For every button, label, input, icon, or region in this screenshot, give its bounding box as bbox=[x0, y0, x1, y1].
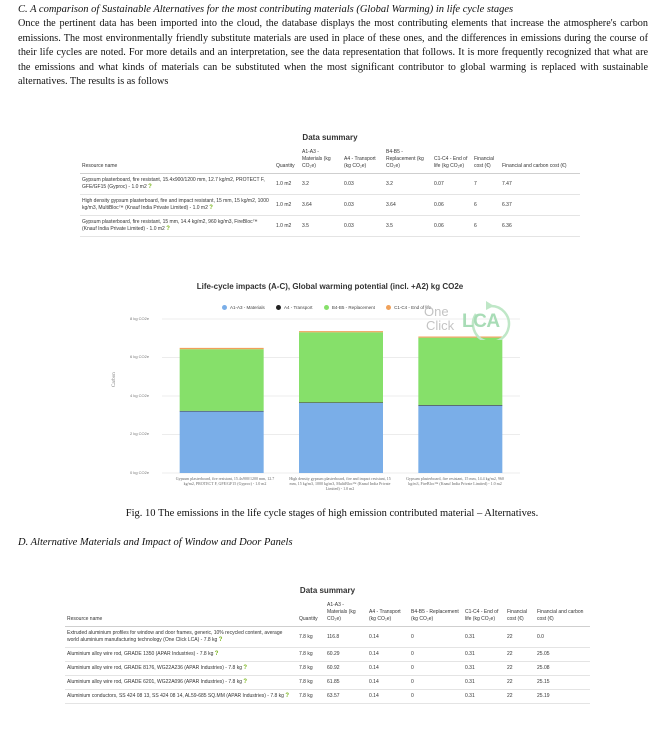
table-cell: 6.37 bbox=[500, 195, 580, 216]
help-icon[interactable]: ? bbox=[285, 693, 290, 699]
table-row bbox=[80, 195, 580, 216]
table-cell: 0.03 bbox=[342, 174, 384, 195]
bar-segment[interactable] bbox=[299, 332, 383, 402]
table-2-header: Resource name bbox=[65, 601, 297, 627]
table-cell: 22 bbox=[505, 627, 535, 648]
section-c-heading: C. A comparison of Sustainable Alternatives for the most contributing materials (Global Warming) in life cycle stages bbox=[18, 4, 514, 15]
resource-name: Aluminium alloy wire rod, GRADE 6201, WG22A096 (APAR Industries) - 7.8 kg bbox=[67, 679, 242, 685]
bar-segment[interactable] bbox=[299, 402, 383, 403]
resource-name-cell bbox=[65, 676, 297, 690]
x-tick-label: Gypsum plasterboard, fire resistant, 15 mm, 14.4 kg/m2, 960 kg/m3, FireBloc™ (Knauf India Private Limited) - 1.0 m2 bbox=[406, 476, 504, 486]
bar-segment[interactable] bbox=[418, 338, 502, 405]
data-summary-table-2 bbox=[65, 586, 590, 704]
table-cell: 6 bbox=[472, 216, 500, 237]
table-cell: 0.31 bbox=[463, 676, 505, 690]
y-tick-label: 6 kg CO2e bbox=[130, 354, 150, 359]
bar-segment[interactable] bbox=[180, 411, 264, 473]
table-cell: 3.2 bbox=[300, 174, 342, 195]
help-icon[interactable]: ? bbox=[166, 226, 170, 232]
legend-label: A1-A3 - Materials bbox=[230, 305, 265, 310]
table-cell: 3.2 bbox=[384, 174, 432, 195]
table-cell: 3.64 bbox=[300, 195, 342, 216]
table-cell: 22 bbox=[505, 662, 535, 676]
table-cell: 22 bbox=[505, 676, 535, 690]
table-cell: 60.29 bbox=[325, 648, 367, 662]
table-cell: 7 bbox=[472, 174, 500, 195]
table-2-header: Financial cost (€) bbox=[505, 601, 535, 627]
table-cell: 63.57 bbox=[325, 690, 367, 704]
x-tick-label: Gypsum plasterboard, fire resistant, 15.4x900/1200 mm, 12.7 kg/m2, PROTECT F, GFE/GF15 (Gyproc) - 1.0 m2 bbox=[175, 476, 275, 486]
help-icon[interactable]: ? bbox=[243, 679, 248, 685]
table-1-title: Data summary bbox=[302, 133, 358, 142]
resource-name-cell bbox=[80, 216, 274, 237]
table-cell: 3.5 bbox=[300, 216, 342, 237]
table-cell: 7.8 kg bbox=[297, 627, 325, 648]
resource-name-cell bbox=[65, 627, 297, 648]
table-cell: 1.0 m2 bbox=[274, 216, 300, 237]
table-2-header: Quantity bbox=[297, 601, 325, 627]
bar-segment[interactable] bbox=[418, 405, 502, 406]
table-cell: 0.07 bbox=[432, 174, 472, 195]
table-cell: 0.31 bbox=[463, 662, 505, 676]
table-2-header: Financial and carbon cost (€) bbox=[535, 601, 590, 627]
table-1-header: Quantity bbox=[274, 148, 300, 174]
table-1-header: Financial and carbon cost (€) bbox=[500, 148, 580, 174]
table-cell: 25.15 bbox=[535, 676, 590, 690]
bar-segment[interactable] bbox=[299, 331, 383, 332]
table-cell: 0.31 bbox=[463, 648, 505, 662]
table-cell: 6.36 bbox=[500, 216, 580, 237]
figure-caption: Fig. 10 The emissions in the life cycle stages of high emission contributed material – Alternatives. bbox=[125, 508, 539, 519]
table-cell: 60.92 bbox=[325, 662, 367, 676]
table-cell: 0.03 bbox=[342, 216, 384, 237]
table-cell: 0 bbox=[409, 627, 463, 648]
table-cell: 0 bbox=[409, 676, 463, 690]
table-row bbox=[80, 216, 580, 237]
table-cell: 0.31 bbox=[463, 690, 505, 704]
resource-name-cell bbox=[65, 690, 297, 704]
table-row bbox=[65, 690, 590, 704]
table-cell: 22 bbox=[505, 648, 535, 662]
legend-label: B4-B5 - Replacement bbox=[331, 305, 375, 310]
table-1-header: A1-A3 - Materials (kg CO₂e) bbox=[300, 148, 342, 174]
logo-text-one: One bbox=[424, 304, 449, 319]
bar-segment[interactable] bbox=[299, 403, 383, 473]
bar-segment[interactable] bbox=[180, 348, 264, 349]
resource-name: High density gypsum plasterboard, fire and impact resistant, 15 mm, 15 kg/m2, 1000 kg/m3, MultiBloc™ (Knauf India Private Limited) - 1.0 m2 bbox=[82, 198, 269, 211]
resource-name: Gypsum plasterboard, fire resistant, 15.4x900/1200 mm, 12.7 kg/m2, PROTECT F, GFE/GF15 (Gyproc) - 1.0 m2 bbox=[82, 177, 265, 190]
resource-name: Gypsum plasterboard, fire resistant, 15 mm, 14.4 kg/m2, 960 kg/m3, FireBloc™ (Knauf India Private Limited) - 1.0 m2 bbox=[82, 219, 258, 232]
table-cell: 1.0 m2 bbox=[274, 174, 300, 195]
table-cell: 1.0 m2 bbox=[274, 195, 300, 216]
table-cell: 0 bbox=[409, 648, 463, 662]
table-cell: 22 bbox=[505, 690, 535, 704]
table-cell: 3.64 bbox=[384, 195, 432, 216]
resource-name-cell bbox=[65, 648, 297, 662]
help-icon[interactable]: ? bbox=[209, 205, 213, 211]
resource-name-cell bbox=[65, 662, 297, 676]
table-cell: 0 bbox=[409, 690, 463, 704]
table-cell: 0 bbox=[409, 662, 463, 676]
table-cell: 25.19 bbox=[535, 690, 590, 704]
table-cell: 25.08 bbox=[535, 662, 590, 676]
table-cell: 61.85 bbox=[325, 676, 367, 690]
section-d-heading: D. Alternative Materials and Impact of Window and Door Panels bbox=[18, 537, 293, 548]
one-click-lca-logo bbox=[424, 300, 516, 340]
table-2-header: A1-A3 - Materials (kg CO₂e) bbox=[325, 601, 367, 627]
table-cell: 0.14 bbox=[367, 662, 409, 676]
table-row bbox=[65, 627, 590, 648]
table-cell: 0.03 bbox=[342, 195, 384, 216]
table-cell: 0.06 bbox=[432, 216, 472, 237]
table-cell: 6 bbox=[472, 195, 500, 216]
life-cycle-impacts-chart bbox=[110, 282, 550, 504]
resource-name: Extruded aluminium profiles for window and door frames, generic, 10% recycled content, average world aluminium manufacturing technology (One Click LCA) - 7.8 kg bbox=[67, 630, 283, 643]
table-cell: 0.14 bbox=[367, 676, 409, 690]
y-tick-label: 0 kg CO2e bbox=[130, 470, 150, 475]
table-row bbox=[65, 648, 590, 662]
help-icon[interactable]: ? bbox=[218, 637, 223, 643]
resource-name: Aluminium alloy wire rod, GRADE 1350 (APAR Industries) - 7.8 kg bbox=[67, 651, 214, 657]
table-1-header: A4 - Transport (kg CO₂e) bbox=[342, 148, 384, 174]
chart-title: Life-cycle impacts (A-C), Global warming potential (incl. +A2) kg CO2e bbox=[196, 282, 464, 291]
table-1-header: C1-C4 - End of life (kg CO₂e) bbox=[432, 148, 472, 174]
table-cell: 3.5 bbox=[384, 216, 432, 237]
table-1-header: Resource name bbox=[80, 148, 274, 174]
bar-segment[interactable] bbox=[418, 406, 502, 473]
table-1-header: B4-B5 - Replacement (kg CO₂e) bbox=[384, 148, 432, 174]
table-2-header: B4-B5 - Replacement (kg CO₂e) bbox=[409, 601, 463, 627]
table-cell: 7.8 kg bbox=[297, 648, 325, 662]
table-cell: 116.8 bbox=[325, 627, 367, 648]
table-cell: 7.8 kg bbox=[297, 662, 325, 676]
legend-label: A4 - Transport bbox=[284, 305, 313, 310]
resource-name: Aluminium alloy wire rod, GRADE 8176, WG22A236 (APAR Industries) - 7.8 kg bbox=[67, 665, 242, 671]
y-tick-label: 4 kg CO2e bbox=[130, 393, 150, 398]
logo-text-lca: LCA bbox=[462, 311, 500, 332]
table-1-header: Financial cost (€) bbox=[472, 148, 500, 174]
y-axis-label: Carbon bbox=[112, 372, 117, 387]
table-cell: 0.14 bbox=[367, 648, 409, 662]
table-cell: 7.8 kg bbox=[297, 690, 325, 704]
y-tick-label: 2 kg CO2e bbox=[130, 431, 150, 436]
resource-name-cell bbox=[80, 195, 274, 216]
table-cell: 0.0 bbox=[535, 627, 590, 648]
table-cell: 0.31 bbox=[463, 627, 505, 648]
table-row bbox=[65, 676, 590, 690]
data-summary-table-1 bbox=[80, 133, 580, 237]
table-cell: 0.06 bbox=[432, 195, 472, 216]
x-tick-label: High density gypsum plasterboard, fire and impact resistant, 15 mm, 15 kg/m3, 1000 kg/m3, MultiBloc™ (Knauf India Private Limited) - 1.0 m2 bbox=[289, 476, 391, 491]
help-icon[interactable]: ? bbox=[243, 665, 248, 671]
y-tick-label: 8 kg CO2e bbox=[130, 316, 150, 321]
help-icon[interactable]: ? bbox=[148, 184, 152, 190]
table-cell: 0.14 bbox=[367, 690, 409, 704]
table-2-header: A4 - Transport (kg CO₂e) bbox=[367, 601, 409, 627]
legend-label: C1-C4 - End of life bbox=[394, 305, 432, 310]
table-cell: 7.8 kg bbox=[297, 676, 325, 690]
resource-name-cell bbox=[80, 174, 274, 195]
section-c-paragraph: Once the pertinent data has been imported into the cloud, the database displays the most contributing elements that increase the atmosphere's carbon emissions. The most environmentally friendly substitute materials are used in place of these ones, and the differences in emissions during the course of their life cycles are noted. For more details and an interpretation, see the data representation that follows. It is more frequently recognized that what are the emissions and what kinds of materials can be substituted when the most significant contributor to global warming is replaced with sustainable alternatives. The results is as follows bbox=[18, 18, 648, 88]
bar-segment[interactable] bbox=[180, 349, 264, 411]
table-cell: 25.05 bbox=[535, 648, 590, 662]
resource-name: Aluminium conductors, SS 424 08 13, SS 424 08 14, AL59-685 SQ.MM (APAR Industries) - 7.8 kg bbox=[67, 693, 284, 699]
logo-text-click: Click bbox=[426, 318, 455, 333]
help-icon[interactable]: ? bbox=[214, 651, 219, 657]
table-cell: 7.47 bbox=[500, 174, 580, 195]
table-2-title: Data summary bbox=[299, 586, 356, 595]
table-cell: 0.14 bbox=[367, 627, 409, 648]
table-2-header: C1-C4 - End of life (kg CO₂e) bbox=[463, 601, 505, 627]
table-row bbox=[80, 174, 580, 195]
table-row bbox=[65, 662, 590, 676]
bar-segment[interactable] bbox=[180, 411, 264, 412]
